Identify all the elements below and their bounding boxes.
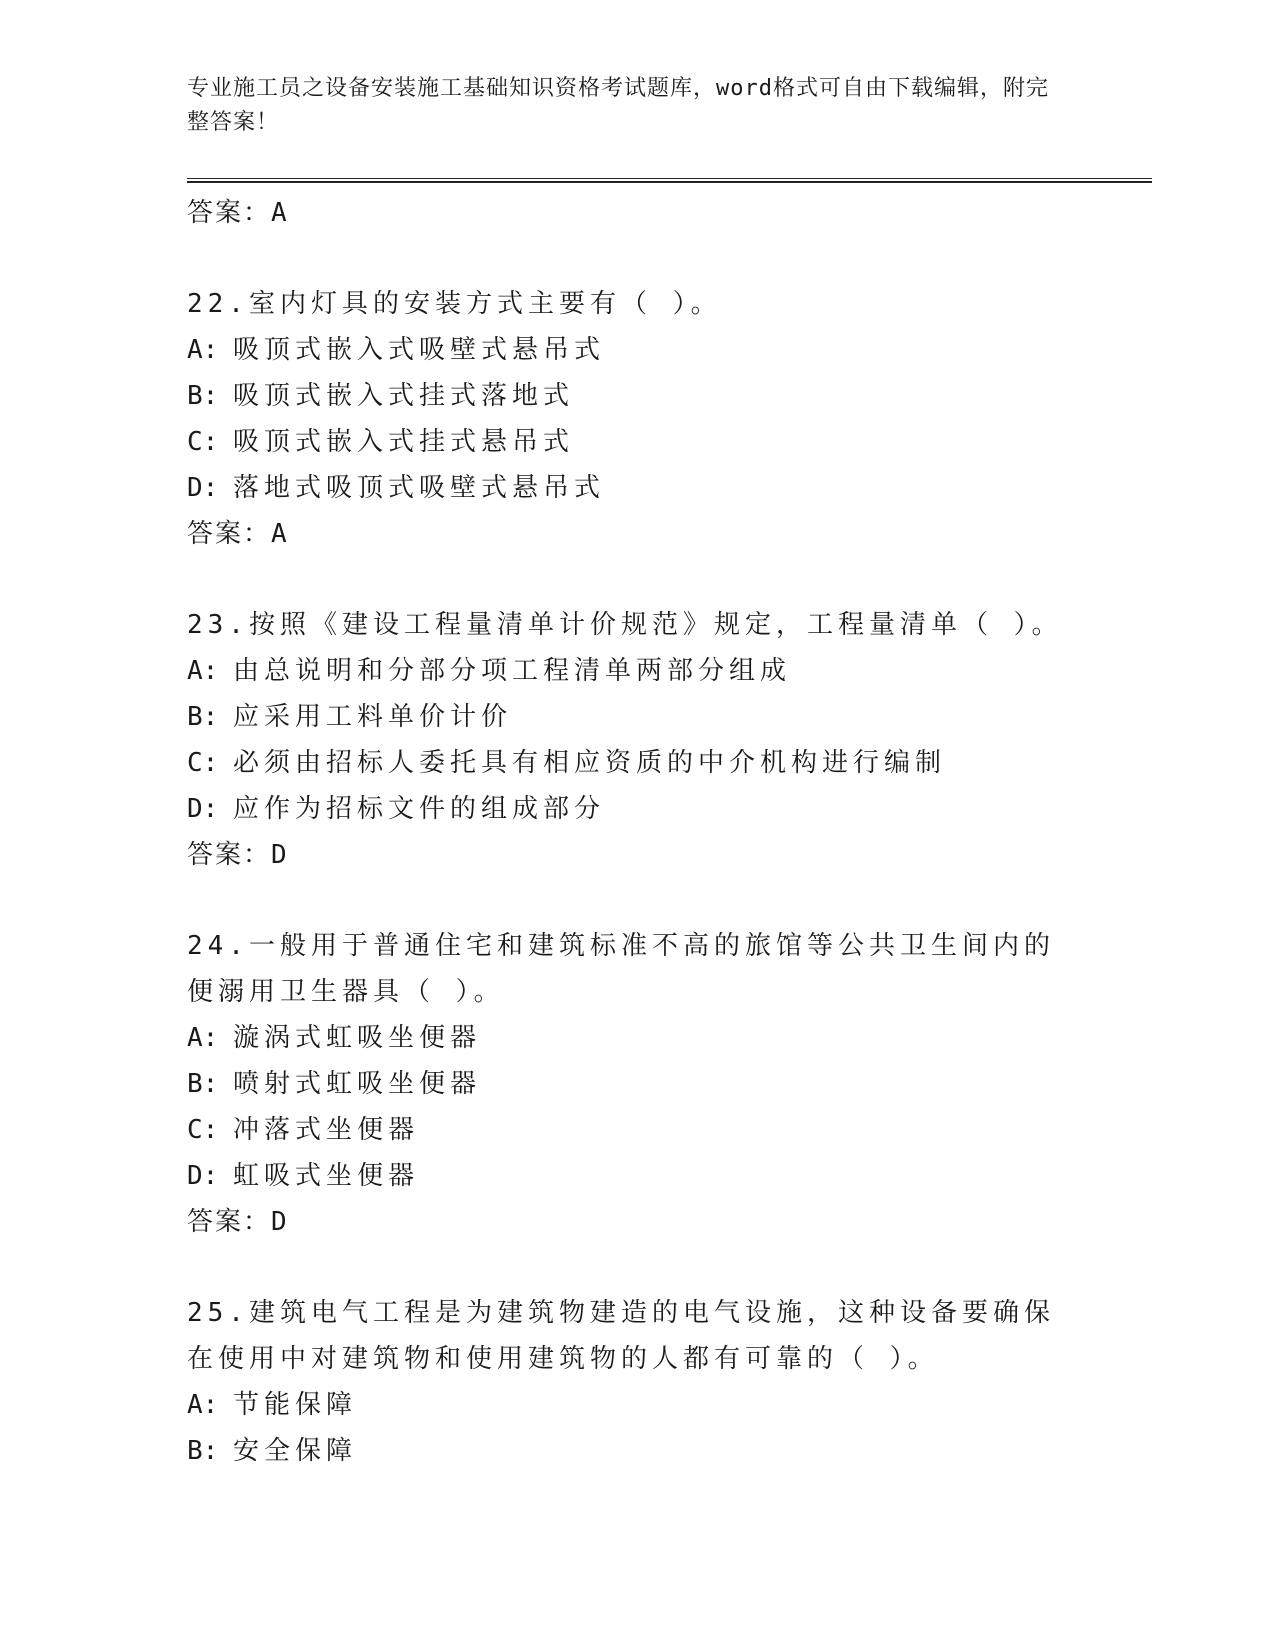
option-text: 冲落式坐便器 — [233, 1115, 420, 1145]
header-divider — [187, 178, 1152, 183]
option-text: 由总说明和分部分项工程清单两部分组成 — [233, 656, 792, 686]
option-text: 应作为招标文件的组成部分 — [233, 794, 606, 824]
option-text: 安全保障 — [233, 1436, 358, 1466]
option-a — [187, 327, 1087, 373]
option-b — [187, 1428, 1087, 1474]
option-text: 节能保障 — [233, 1390, 358, 1420]
option-a — [187, 648, 1087, 694]
option-c — [187, 419, 1087, 465]
option-letter: B: — [187, 381, 219, 411]
option-letter: A: — [187, 1390, 219, 1420]
option-letter: A: — [187, 656, 219, 686]
option-letter: C: — [187, 1115, 219, 1145]
question-stem: 24.一般用于普通住宅和建筑标准不高的旅馆等公共卫生间内的便溺用卫生器具（ ）。 — [187, 931, 1055, 1007]
option-letter: C: — [187, 427, 219, 457]
question-stem: 23.按照《建设工程量清单计价规范》规定，工程量清单（ ）。 — [187, 610, 1063, 640]
option-a — [187, 1382, 1087, 1428]
option-d — [187, 465, 1087, 511]
option-letter: A: — [187, 1023, 219, 1053]
option-text: 漩涡式虹吸坐便器 — [233, 1023, 482, 1053]
option-text: 虹吸式坐便器 — [233, 1161, 420, 1191]
option-letter: B: — [187, 702, 219, 732]
option-text: 吸顶式嵌入式吸壁式悬吊式 — [233, 335, 606, 365]
option-c — [187, 1107, 1087, 1153]
spacer — [187, 878, 1087, 923]
option-b — [187, 1061, 1087, 1107]
option-b — [187, 373, 1087, 419]
option-a — [187, 1015, 1087, 1061]
question-22 — [187, 281, 1087, 557]
option-text: 落地式吸顶式吸壁式悬吊式 — [233, 473, 606, 503]
question-24 — [187, 923, 1087, 1245]
option-b — [187, 694, 1087, 740]
question-23 — [187, 602, 1087, 878]
answer-line: 答案：D — [187, 840, 289, 870]
document-header: 专业施工员之设备安装施工基础知识资格考试题库，word格式可自由下载编辑，附完整答案！ — [187, 76, 1049, 135]
option-text: 应采用工料单价计价 — [233, 702, 513, 732]
spacer — [187, 1245, 1087, 1290]
option-text: 喷射式虹吸坐便器 — [233, 1069, 482, 1099]
question-list — [187, 190, 1087, 1474]
option-d — [187, 1153, 1087, 1199]
question-25 — [187, 1290, 1087, 1474]
question-stem: 25.建筑电气工程是为建筑物建造的电气设施，这种设备要确保在使用中对建筑物和使用建筑物的人都有可靠的（ ）。 — [187, 1298, 1055, 1374]
option-letter: A: — [187, 335, 219, 365]
option-letter: C: — [187, 748, 219, 778]
previous-answer: 答案：A — [187, 198, 289, 228]
option-text: 吸顶式嵌入式挂式落地式 — [233, 381, 575, 411]
option-letter: D: — [187, 1161, 219, 1191]
option-letter: B: — [187, 1069, 219, 1099]
option-d — [187, 786, 1087, 832]
spacer — [187, 557, 1087, 602]
option-c — [187, 740, 1087, 786]
answer-line: 答案：A — [187, 519, 289, 549]
option-text: 必须由招标人委托具有相应资质的中介机构进行编制 — [233, 748, 947, 778]
option-letter: B: — [187, 1436, 219, 1466]
option-letter: D: — [187, 794, 219, 824]
question-stem: 22.室内灯具的安装方式主要有（ ）。 — [187, 289, 722, 319]
answer-line: 答案：D — [187, 1207, 289, 1237]
spacer — [187, 236, 1087, 281]
option-text: 吸顶式嵌入式挂式悬吊式 — [233, 427, 575, 457]
option-letter: D: — [187, 473, 219, 503]
